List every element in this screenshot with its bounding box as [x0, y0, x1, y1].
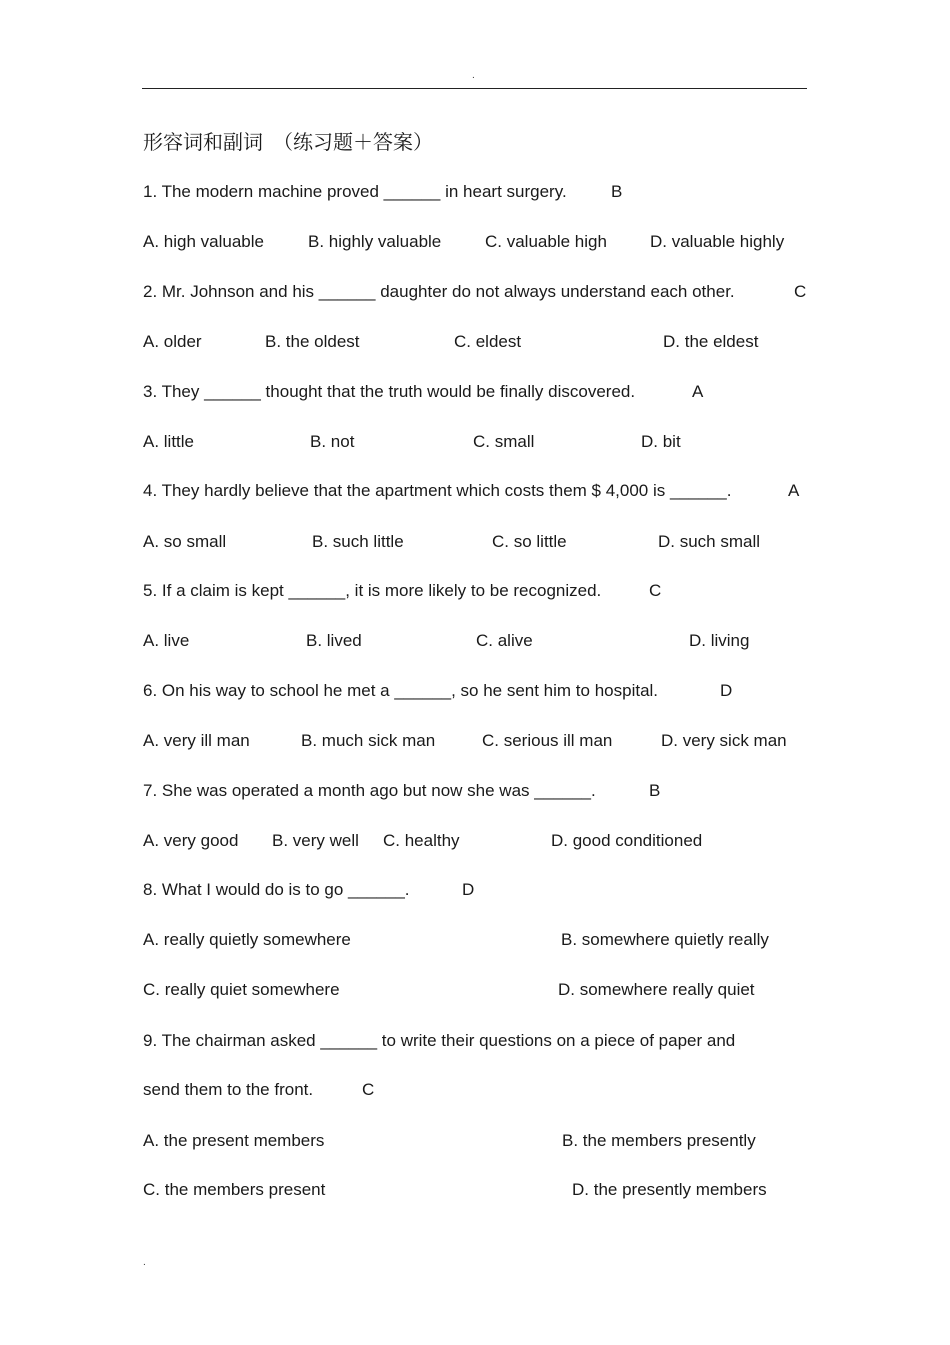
question-7-stem: 7. She was operated a month ago but now she was ______.: [143, 781, 596, 800]
question-3-options: [0, 430, 950, 454]
question-8-options-row-1: [0, 928, 950, 952]
question-2-option-b: B. the oldest: [265, 332, 360, 351]
question-9-option-a: A. the present members: [143, 1131, 325, 1150]
question-3-stem-line: [0, 380, 950, 404]
question-3-option-d: D. bit: [641, 432, 681, 451]
question-1-answer: B: [611, 182, 623, 201]
question-4-stem: 4. They hardly believe that the apartment which costs them $ 4,000 is ______.: [143, 481, 732, 500]
question-9-stem-cont: send them to the front.: [143, 1080, 314, 1099]
question-5-option-c: C. alive: [476, 631, 533, 650]
question-4-options: [0, 530, 950, 554]
question-6-option-b: B. much sick man: [301, 731, 436, 750]
question-2-options: [0, 330, 950, 354]
question-2-option-d: D. the eldest: [663, 332, 759, 351]
question-5-stem-line: [0, 579, 950, 603]
question-8-option-d: D. somewhere really quiet: [558, 980, 755, 999]
question-2-option-c: C. eldest: [454, 332, 522, 351]
question-5-option-d: D. living: [689, 631, 750, 650]
question-8-option-a: A. really quietly somewhere: [143, 930, 351, 949]
question-7-option-c: C. healthy: [383, 831, 460, 850]
document-title: 形容词和副词 （练习题＋答案）: [143, 130, 433, 154]
question-9-stem: 9. The chairman asked ______ to write their questions on a piece of paper and: [143, 1031, 736, 1050]
question-8-stem-line: [0, 878, 950, 902]
question-2-option-a: A. older: [143, 332, 202, 351]
question-9-stem-cont-line: [0, 1078, 950, 1102]
question-5-options: [0, 629, 950, 653]
question-1-option-a: A. high valuable: [143, 232, 264, 251]
question-8-option-b: B. somewhere quietly really: [561, 930, 769, 949]
question-7-answer: B: [649, 781, 661, 800]
question-5-answer: C: [649, 581, 662, 600]
question-8-answer: D: [462, 880, 475, 899]
question-1-option-c: C. valuable high: [485, 232, 607, 251]
question-4-stem-line: [0, 479, 950, 503]
question-1-option-d: D. valuable highly: [650, 232, 785, 251]
question-3-stem: 3. They ______ thought that the truth would be finally discovered.: [143, 382, 636, 401]
question-7-option-b: B. very well: [272, 831, 359, 850]
question-4-option-c: C. so little: [492, 532, 567, 551]
question-9-answer: C: [362, 1080, 375, 1099]
question-6-stem: 6. On his way to school he met a ______, so he sent him to hospital.: [143, 681, 659, 700]
footer-dot: .: [143, 1257, 146, 1268]
question-2-answer: C: [794, 282, 807, 301]
question-8-options-row-2: [0, 978, 950, 1002]
question-9-options-row-2: [0, 1178, 950, 1202]
question-1-options: [0, 230, 950, 254]
question-6-answer: D: [720, 681, 733, 700]
question-1-stem-line: [0, 180, 950, 204]
question-2-stem: 2. Mr. Johnson and his ______ daughter do not always understand each other.: [143, 282, 735, 301]
question-9-stem-line: [0, 1029, 950, 1053]
question-2-stem-line: [0, 280, 950, 304]
question-4-answer: A: [788, 481, 800, 500]
question-1-option-b: B. highly valuable: [308, 232, 442, 251]
question-5-option-b: B. lived: [306, 631, 362, 650]
question-6-option-d: D. very sick man: [661, 731, 787, 750]
question-6-option-a: A. very ill man: [143, 731, 250, 750]
question-5-option-a: A. live: [143, 631, 190, 650]
question-9-options-row-1: [0, 1129, 950, 1153]
question-3-option-b: B. not: [310, 432, 355, 451]
question-3-option-c: C. small: [473, 432, 535, 451]
question-9-option-d: D. the presently members: [572, 1180, 767, 1199]
question-6-option-c: C. serious ill man: [482, 731, 613, 750]
question-7-stem-line: [0, 779, 950, 803]
question-3-option-a: A. little: [143, 432, 195, 451]
question-8-stem: 8. What I would do is to go ______.: [143, 880, 410, 899]
question-7-option-a: A. very good: [143, 831, 239, 850]
question-4-option-d: D. such small: [658, 532, 761, 551]
question-4-option-a: A. so small: [143, 532, 227, 551]
question-7-option-d: D. good conditioned: [551, 831, 703, 850]
question-5-stem: 5. If a claim is kept ______, it is more likely to be recognized.: [143, 581, 602, 600]
question-3-answer: A: [692, 382, 704, 401]
header-dot: .: [472, 70, 475, 81]
question-9-option-c: C. the members present: [143, 1180, 326, 1199]
question-1-stem: 1. The modern machine proved ______ in heart surgery.: [143, 182, 567, 201]
question-7-options: [0, 829, 950, 853]
header-rule: [142, 88, 807, 89]
question-9-option-b: B. the members presently: [562, 1131, 756, 1150]
question-6-stem-line: [0, 679, 950, 703]
question-4-option-b: B. such little: [312, 532, 404, 551]
question-6-options: [0, 729, 950, 753]
question-8-option-c: C. really quiet somewhere: [143, 980, 340, 999]
